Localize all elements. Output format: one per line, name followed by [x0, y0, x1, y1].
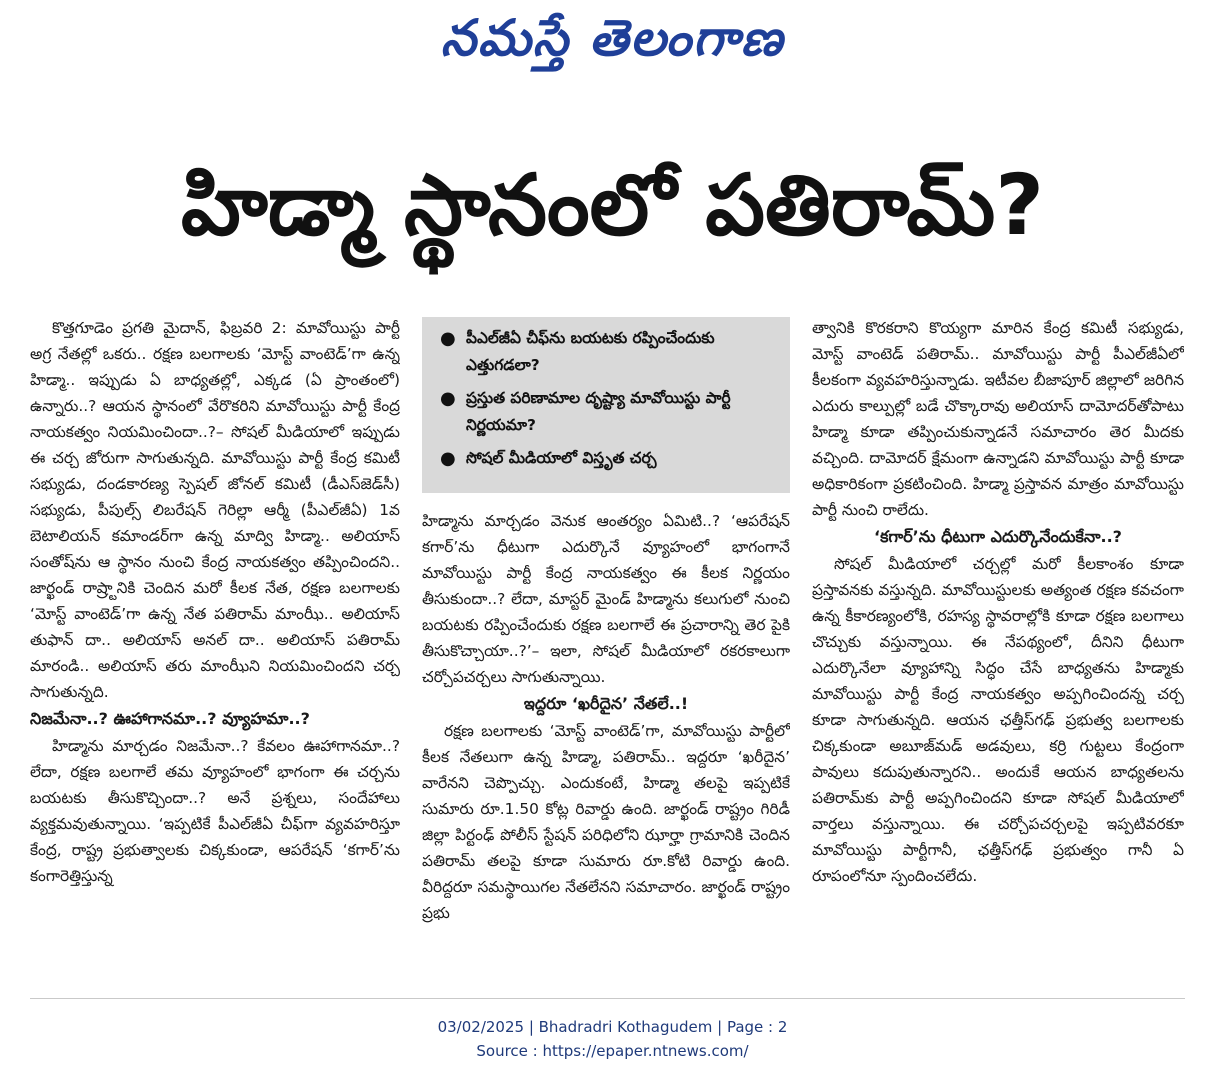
article-paragraph: హిడ్మాను మార్చడం నిజమేనా..? కేవలం ఊహాగానమా..? లేదా, రక్షణ బలగాలే తమ వ్యూహంలో భాగంగా ఈ చర్చను బయటకు తీసుకొచ్చిందా..? అనే ప్రశ్నలు, సందేహాలు వ్యక్తమవుతున్నాయి. ‘ఇప్పటికే పీఎల్‌జీఏ చీఫ్‌గా వ్యవహరిస్తూ కేంద్ర, రాష్ట్ర ప్రభుత్వాలకు చిక్కకుండా, ఆపరేషన్ ‘కగార్’ను కంగారెత్తిస్తున్న — [30, 737, 400, 885]
highlights-box — [422, 317, 790, 493]
article-paragraph: త్వానికి కొరకరాని కొయ్యగా మారిన కేంద్ర కమిటీ సభ్యుడు, మోస్ట్ వాంటెడ్ పతిరామ్.. మావోయిస్టు పార్టీ పీఎల్‌జీఏలో కీలకంగా వ్యవహరిస్తున్నాడు. ఇటీవల బీజాపూర్ జిల్లాలో జరిగిన ఎదురు కాల్పుల్లో బడే చొక్కారావు అలియాస్ దామోదర్‌తోపాటు హిడ్మా కూడా తప్పించుకున్నాడనే సమాచారం తెర మీదకు వచ్చింది. దామోదర్ క్షేమంగా ఉన్నాడని మావోయిస్టు పార్టీ కూడా అధికారికంగా ప్రకటించింది. హిడ్మా ప్రస్తావన మాత్రం మావోయిస్టు పార్టీ నుంచి రాలేదు. — [812, 319, 1184, 519]
subheading: ఇద్దరూ ‘ఖరీదైన’ నేతలే..! — [523, 694, 689, 713]
subheading: ‘కగార్’ను ధీటుగా ఎదుర్కొనేందుకేనా..? — [874, 527, 1122, 546]
highlight-item: ● సోషల్ మీడియాలో విస్తృత చర్చ — [436, 445, 776, 472]
footer-source: Source : https://epaper.ntnews.com/ — [476, 1042, 749, 1060]
article-paragraph: రక్షణ బలగాలకు ‘మోస్ట్ వాంటెడ్’గా, మావోయిస్టు పార్టీలో కీలక నేతలుగా ఉన్న హిడ్మా, పతిరామ్.. ఇద్దరూ ‘ఖరీదైన’ వారేనని చెప్పొచ్చు. ఎందుకంటే, హిడ్మా తలపై ఇప్పటికే సుమారు రూ.1.50 కోట్ల రివార్డు ఉంది. జార్ఖండ్ రాష్ట్రం గిరిడీ జిల్లా పిర్టంఢ్ పోలీస్ స్టేషన్ పరిధిలోని ఝార్హా గ్రామానికి చెందిన పతిరామ్ తలపై కూడా సుమారు రూ.కోటి రివార్డు ఉంది. వీరిద్దరూ సమస్థాయిగల నేతలేనని సమాచారం. జార్ఖండ్ రాష్ట్రం ప్రభు — [422, 722, 790, 922]
article-column-2 — [422, 508, 790, 995]
footer-dateline: 03/02/2025 | Bhadradri Kothagudem | Page : 2 — [437, 1018, 788, 1036]
bullet-icon: ● — [440, 328, 456, 349]
masthead-logo: నమస్తే తెలంగాణ — [440, 8, 785, 67]
bullet-icon: ● — [440, 448, 456, 469]
article-column-3 — [812, 315, 1184, 995]
bullet-icon: ● — [440, 388, 456, 409]
highlights-list — [436, 325, 776, 472]
headline: హిడ్మా స్థానంలో పతిరామ్? — [181, 156, 1044, 254]
footer-divider — [30, 998, 1185, 999]
subheading: నిజమేనా..? ఊహాగానమా..? వ్యూహమా..? — [30, 709, 310, 728]
article-paragraph: హిడ్మాను మార్చడం వెనుక ఆంతర్యం ఏమిటి..? ‘ఆపరేషన్ కగార్’ను ధీటుగా ఎదుర్కొనే వ్యూహంలో భాగంగానే మావోయిస్టు పార్టీ కేంద్ర నాయకత్వం ఈ కీలక నిర్ణయం తీసుకుందా..? లేదా, మాస్టర్ మైండ్ హిడ్మాను కలుగులో నుంచి బయటకు రప్పించేందుకు రక్షణ బలగాలే ఈ ప్రచారాన్ని తెర పైకి తీసుకొచ్చాయా..?’– ఇలా, సోషల్ మీడియాలో రకరకాలుగా చర్చోపచర్చలు సాగుతున్నాయి. — [422, 512, 790, 686]
highlight-item: ● పీఎల్‌జీఏ చీఫ్‌ను బయటకు రప్పించేందుకు ఎత్తుగడలా? — [436, 325, 776, 379]
article-paragraph: కొత్తగూడెం ప్రగతి మైదాన్, ఫిబ్రవరి 2: మావోయిస్టు పార్టీ అగ్ర నేతల్లో ఒకరు.. రక్షణ బలగాలకు ‘మోస్ట్ వాంటెడ్’గా ఉన్న హిడ్మా.. ఇప్పుడు ఏ బాధ్యతల్లో, ఎక్కడ (ఏ ప్రాంతంలో) ఉన్నారు..? ఆయన స్థానంలో వేరొకరిని మావోయిస్టు పార్టీ కేంద్ర నాయకత్వం నియమించిందా..?– సోషల్ మీడియాలో ఇప్పుడు ఈ చర్చ జోరుగా సాగుతున్నది. మావోయిస్టు పార్టీ కేంద్ర కమిటీ సభ్యుడు, దండకారణ్య స్పెషల్ జోనల్ కమిటీ (డీఎస్‌జెడ్‌సీ) సభ్యుడు, పీపుల్స్ లిబరేషన్ గెరిల్లా ఆర్మీ (పీఎల్‌జీఏ) 1వ బెటాలియన్ కమాండర్‌గా ఉన్న మాద్వి హిడ్మా.. అలియాస్ సంతోష్‌ను ఆ స్థానం నుంచి కేంద్ర నాయకత్వం తప్పించిందని.. జార్ఖండ్ రాష్ర్టానికి చెందిన మరో కీలక నేత, రక్షణ బలగాలకు ‘మోస్ట్ వాంటెడ్’గా ఉన్న నేత పతిరామ్ మాంఝీ.. అలియాస్ తుఫాన్ దా.. అలియాస్ అనల్ దా.. అలియాస్ పతిరామ్ మారండి.. అలియాస్ తరు మాంఝీని నియమించిందని చర్చ సాగుతున్నది. — [30, 319, 400, 701]
highlight-item: ● ప్రస్తుత పరిణామాల దృష్ట్యా మావోయిస్టు పార్టీ నిర్ణయమా? — [436, 385, 776, 439]
article-column-1 — [30, 315, 400, 995]
article-paragraph: సోషల్ మీడియాలో చర్చల్లో మరో కీలకాంశం కూడా ప్రస్తావనకు వస్తున్నది. మావోయిస్టులకు అత్యంత రక్షణ కవచంగా ఉన్న కీకారణ్యంలోకి, రహస్య స్థావరాల్లోకి కూడా రక్షణ బలగాలు చొచ్చుకు వస్తున్నాయి. ఈ నేపథ్యంలో, దీనిని ధీటుగా ఎదుర్కొనేలా వ్యూహాన్ని సిద్ధం చేసే బాధ్యతను హిడ్మాకు మావోయిస్టు పార్టీ కేంద్ర నాయకత్వం అప్పగించిందన్న చర్చ కూడా సాగుతున్నది. ఆయన ఛత్తీస్‌గఢ్ ప్రభుత్వ బలగాలకు చిక్కకుండా అబూజ్‌మడ్ అడవులు, కర్రి గుట్టలు కేంద్రంగా పావులు కదుపుతున్నారని.. అందుకే ఆయన బాధ్యతలను పతిరామ్‌కు పార్టీ అప్పగించిందని కూడా సోషల్ మీడియాలో వార్తలు వస్తున్నాయి. ఈ చర్చోపచర్చలపై ఇప్పటివరకూ మావోయిస్టు పార్టీగానీ, ఛత్తీస్‌గఢ్ ప్రభుత్వం గానీ ఏ రూపంలోనూ స్పందించలేదు. — [812, 555, 1184, 885]
